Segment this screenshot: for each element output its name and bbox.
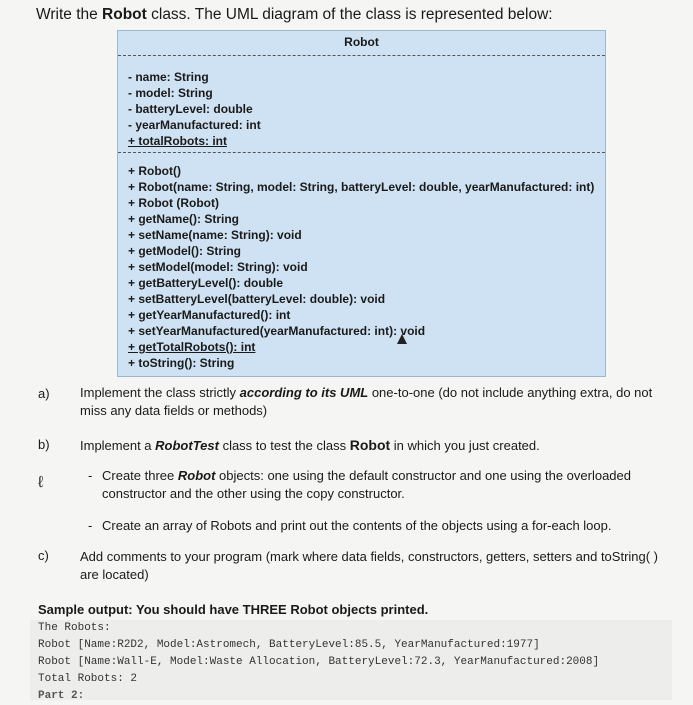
question-b-emphasis: RobotTest [155,438,219,453]
sample-output-line: The Robots: [38,622,111,634]
bullet-1-post: objects: one using the default constructor and one using the overloaded [215,468,631,483]
question-a-label: a) [38,386,50,401]
bullet-2-marker: - [88,518,93,533]
sample-output-block [30,620,672,700]
uml-class-name: Robot [344,35,379,49]
sample-output-title: Sample output: You should have THREE Robot objects printed. [38,602,429,617]
question-b-bullet-2: Create an array of Robots and print out the contents of the objects using a for-each loop. [102,518,612,533]
instruction-class-word: Robot [102,6,147,23]
question-b-mid: class to test the class [218,438,350,453]
uml-method: + setModel(model: String): void [128,260,308,274]
handwritten-mark: ℓ [38,474,44,491]
bullet-1-marker: - [88,468,93,483]
uml-method: + toString(): String [128,356,235,370]
sample-output-line: Robot [Name:Wall-E, Model:Waste Allocation, BatteryLevel:72.3, YearManufactured:2008] [38,656,600,668]
question-c-line1: Add comments to your program (mark where data fields, constructors, getters, setters and toString( ) [80,549,659,564]
uml-method: + Robot() [128,164,181,178]
uml-method: + Robot (Robot) [128,196,219,210]
uml-attribute-static: + totalRobots: int [128,134,227,148]
uml-class-diagram [117,30,606,377]
question-b-pre: Implement a [80,438,156,453]
question-b-text [80,436,680,455]
uml-method: + setYearManufactured(yearManufactured: int): void [128,324,426,338]
instruction-heading [36,6,553,24]
uml-method: + getYearManufactured(): int [128,308,291,322]
sample-output-line: Total Robots: 2 [38,673,138,685]
uml-method: + getModel(): String [128,244,241,258]
instruction-prefix: Write the [36,6,103,23]
question-c-text [80,548,685,584]
uml-attributes [128,69,261,149]
uml-method-static: + getTotalRobots(): int [128,340,256,354]
question-a-emphasis: according to its UML [239,385,369,400]
uml-divider-top [118,55,605,56]
question-a-pre: Implement the class strictly [80,385,240,400]
question-b-label: b) [38,437,50,452]
uml-attribute: - yearManufactured: int [128,118,261,132]
uml-attribute: - name: String [128,70,209,84]
uml-attribute: - model: String [128,86,213,100]
sample-output-line: Robot [Name:R2D2, Model:Astromech, BatteryLevel:85.5, YearManufactured:1977] [38,639,540,651]
question-a-text [80,384,680,420]
question-c-line2: are located) [80,567,149,582]
uml-attribute: - batteryLevel: double [128,102,253,116]
uml-method: + getBatteryLevel(): double [128,276,284,290]
question-b-bold: Robot [349,437,391,453]
part-2-heading: Part 2: [38,690,85,702]
uml-method: + Robot(name: String, model: String, batteryLevel: double, yearManufactured: int) [128,180,595,194]
uml-method: + setName(name: String): void [128,228,302,242]
question-a-line2: miss any data fields or methods) [80,403,268,418]
question-b-bullet-1 [102,467,682,503]
uml-method: + setBatteryLevel(batteryLevel: double): void [128,292,386,306]
bullet-1-pre: Create three [102,468,178,483]
question-a-post: one-to-one (do not include anything extra, do not [368,385,653,400]
uml-method: + getName(): String [128,212,240,226]
question-b-post: in which you just created. [390,438,540,453]
question-c-label: c) [38,548,49,563]
uml-methods [128,163,594,371]
bullet-1-line2: constructor and the other using the copy constructor. [102,486,405,501]
uml-divider-bottom [118,152,605,153]
instruction-suffix: class. The UML diagram of the class is represented below: [146,6,553,23]
bullet-1-emphasis: Robot [177,468,216,483]
mouse-cursor-icon [397,334,407,344]
